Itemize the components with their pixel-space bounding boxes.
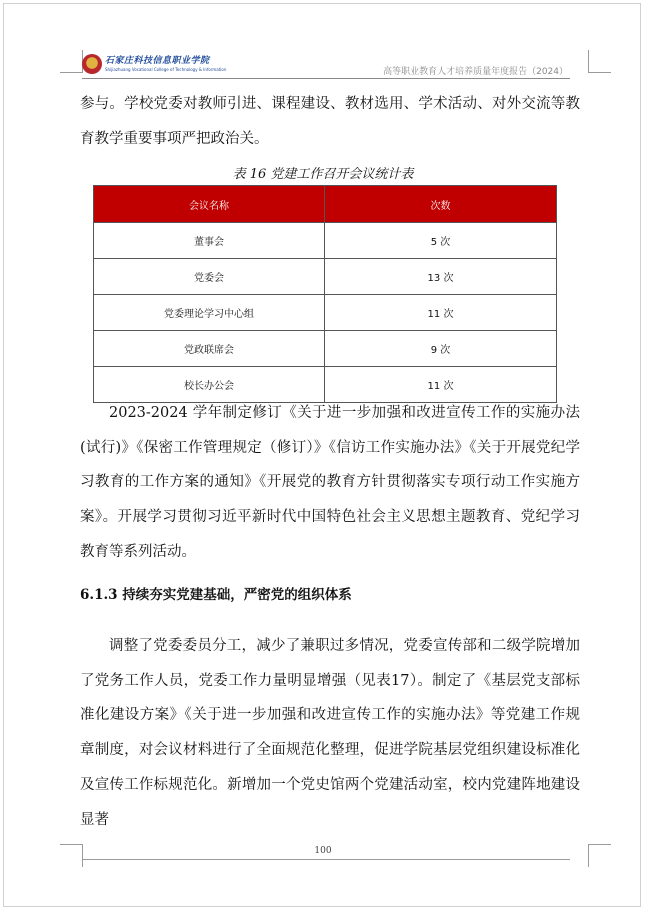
college-logo [82, 52, 227, 76]
table-row [94, 223, 557, 259]
meeting-name-cell: 党委理论学习中心组 [94, 295, 325, 331]
column-header-meeting-name: 会议名称 [94, 186, 325, 223]
table-caption: 表 16 党建工作召开会议统计表 [232, 167, 414, 182]
paragraph-organization: 调整了党委委员分工，减少了兼职过多情况，党委宣传部和二级学院增加了党务工作人员，党委工作力量明显增强（见表17）。制定了《基层党支部标准化建设方案》《关于进一步加强和改进宣传工作的实施办法》等党建工作规章制度，对会议材料进行了全面规范化整理，促进学院基层党组织建设标准化及宣传工作标规范化。新增加一个党史馆两个党建活动室，校内党建阵地建设显著 [80, 638, 580, 828]
meeting-count-cell: 5 次 [325, 223, 557, 259]
meeting-stats-table [93, 185, 557, 403]
crop-mark-top-left [60, 50, 83, 73]
table-row [94, 295, 557, 331]
meeting-name-cell: 校长办公会 [94, 367, 325, 403]
meeting-count-cell: 9 次 [325, 331, 557, 367]
meeting-name-cell: 党政联席会 [94, 331, 325, 367]
logo-chinese-name: 石家庄科技信息职业学院 [105, 55, 210, 66]
report-title: 高等职业教育人才培养质量年度报告（2024） [383, 67, 568, 77]
meeting-name-cell: 党委会 [94, 259, 325, 295]
table-row [94, 331, 557, 367]
crop-mark-top-right [588, 50, 611, 73]
section-heading: 6.1.3 持续夯实党建基础，严密党的组织体系 [80, 587, 352, 603]
footer-rule [82, 859, 570, 860]
paragraph-regulations: 2023-2024 学年制定修订《关于进一步加强和改进宣传工作的实施办法(试行)》《保密工作管理规定（修订）》《信访工作实施办法》《关于开展党纪学习教育的工作方案的通知》《开展党的教育方针贯彻落实专项行动工作实施方案》。开展学习贯彻习近平新时代中国特色社会主义思想主题教育、党纪学习教育等系列活动。 [80, 405, 580, 560]
meeting-count-cell: 11 次 [325, 295, 557, 331]
logo-english-name: Shijiazhuang Vocational College of Technology & Information [105, 66, 227, 72]
header-rule [82, 78, 570, 79]
column-header-count: 次数 [325, 186, 557, 223]
table-row [94, 259, 557, 295]
paragraph-intro: 参与。学校党委对教师引进、课程建设、教材选用、学术活动、对外交流等教育教学重要事项严把政治关。 [80, 96, 580, 147]
meeting-name-cell: 董事会 [94, 223, 325, 259]
page-header [82, 52, 570, 78]
page-number: 100 [314, 846, 332, 856]
table-header-row [94, 186, 557, 223]
meeting-count-cell: 13 次 [325, 259, 557, 295]
college-emblem-icon [82, 54, 102, 74]
meeting-count-cell: 11 次 [325, 367, 557, 403]
